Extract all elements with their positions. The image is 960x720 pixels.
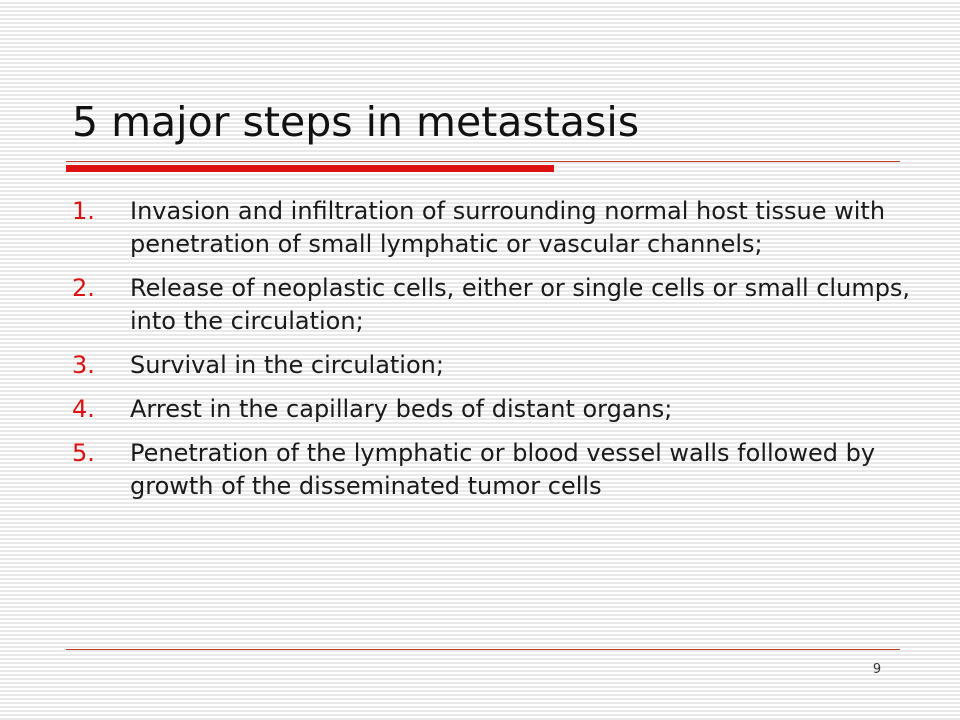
step-number: 5. (72, 439, 95, 467)
step-number: 2. (72, 274, 95, 302)
list-item-step-5 (72, 437, 912, 503)
page-number: 9 (872, 662, 882, 677)
step-text: Arrest in the capillary beds of distant organs; (130, 395, 673, 423)
slide-title: 5 major steps in metastasis (72, 98, 640, 146)
step-text: Release of neoplastic cells, either or single cells or small clumps, into the circulation; (130, 274, 911, 335)
list-item-step-1 (72, 195, 912, 261)
step-text: Survival in the circulation; (130, 351, 444, 379)
list-item-step-3 (72, 349, 912, 382)
list-item-step-2 (72, 272, 912, 338)
title-underline-accent (66, 165, 554, 172)
step-number: 3. (72, 351, 95, 379)
steps-list (72, 195, 912, 514)
step-text: Invasion and infiltration of surrounding normal host tissue with penetration of small lymphatic or vascular channels; (130, 197, 886, 258)
step-number: 1. (72, 197, 95, 225)
step-number: 4. (72, 395, 95, 423)
step-text: Penetration of the lymphatic or blood vessel walls followed by growth of the disseminated tumor cells (130, 439, 876, 500)
list-item-step-4 (72, 393, 912, 426)
title-underline-thin (66, 161, 900, 162)
footer-divider (66, 649, 900, 650)
